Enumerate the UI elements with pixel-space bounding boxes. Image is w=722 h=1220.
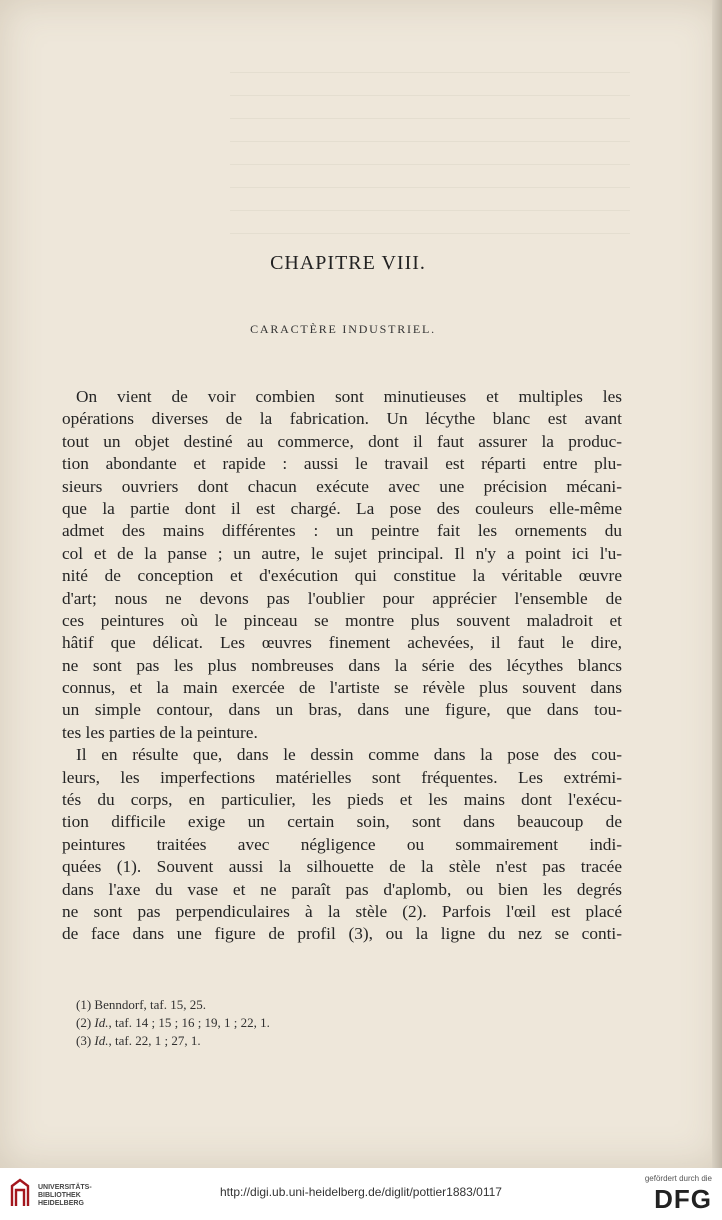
text-line: ne sont pas perpendiculaires à la stèle (2). Parfois l'œil est placé — [62, 901, 622, 921]
text-line: peintures traitées avec négligence ou sommairement indi- — [62, 834, 622, 854]
text-line: sieurs ouvriers dont chacun exécute avec une précision mécani- — [62, 476, 622, 496]
footnotes — [76, 996, 376, 1051]
dfg-logo[interactable]: DFG — [654, 1184, 712, 1214]
footnote-ref: Benndorf — [94, 997, 144, 1012]
text-line: tion abondante et rapide : aussi le travail est réparti entre plu- — [62, 454, 622, 474]
text-line: d'art; nous ne devons pas l'oublier pour apprécier l'ensemble de — [62, 588, 622, 608]
footnote-number: (1) — [76, 997, 92, 1012]
text-line: tes les parties de la peinture. — [62, 722, 258, 742]
permalink-url[interactable]: http://digi.ub.uni-heidelberg.de/diglit/pottier1883/0117 — [220, 1185, 502, 1199]
footnote-number: (3) — [76, 1033, 92, 1049]
footnote — [76, 1032, 376, 1050]
text-line: nité de conception et d'exécution qui constitue la véritable œuvre — [62, 566, 622, 586]
chapter-subtitle: CARACTÈRE INDUSTRIEL. — [250, 322, 436, 336]
text-line: de face dans une figure de profil (3), ou la ligne du nez se conti- — [62, 924, 622, 944]
text-line: Il en résulte que, dans le dessin comme dans la pose des cou- — [76, 745, 622, 765]
text-line: un simple contour, dans un bras, dans une figure, que dans tou- — [62, 700, 622, 720]
text-line: col et de la panse ; un autre, le sujet principal. Il n'y a point ici l'u- — [62, 543, 622, 563]
text-line: connus, et la main exercée de l'artiste se révèle plus souvent dans — [62, 678, 622, 698]
text-line: ces peintures où le pinceau se montre plus souvent maladroit et — [62, 610, 622, 630]
footnote-number: (2) — [76, 1015, 92, 1031]
footnote — [76, 1014, 376, 1032]
text-line: dans l'axe du vase et ne paraît pas d'aplomb, ou bien les degrés — [62, 879, 622, 899]
text-line: tés du corps, en particulier, les pieds et les mains dont l'exécu- — [62, 790, 622, 810]
page-edge — [712, 0, 722, 1168]
text-line: hâtif que délicat. Les œuvres finement achevées, il faut le dire, — [62, 633, 622, 653]
footnote-ref: Id. — [94, 1015, 109, 1031]
text-line: ne sont pas les plus nombreuses dans la série des lécythes blancs — [62, 655, 622, 675]
footnote-text: , taf. 22, 1 ; 27, 1. — [108, 1033, 201, 1049]
text-line: opérations diverses de la fabrication. Un lécythe blanc est avant — [62, 409, 622, 429]
chapter-title: CHAPITRE VIII. — [270, 252, 426, 274]
text-line: On vient de voir combien sont minutieuses et multiples les — [76, 387, 622, 406]
text-line: tion difficile exige un certain soin, sont dans beaucoup de — [62, 812, 622, 832]
text-line: que la partie dont il est chargé. La pose des couleurs elle-même — [62, 498, 622, 518]
text-line: admet des mains différentes : un peintre fait les ornements du — [62, 521, 622, 541]
body-text — [62, 386, 622, 946]
text-line: quées (1). Souvent aussi la silhouette de la stèle n'est pas tracée — [62, 857, 622, 877]
footnote-text: , taf. 14 ; 15 ; 16 ; 19, 1 ; 22, 1. — [108, 1015, 270, 1031]
footnote-text: , taf. 15, 25. — [143, 997, 206, 1012]
footnote — [76, 996, 376, 1014]
library-name: UNIVERSITÄTS- BIBLIOTHEK HEIDELBERG — [38, 1184, 92, 1207]
text-line: leurs, les imperfections matérielles sont fréquentes. Les extrémi- — [62, 767, 622, 787]
text-line: tout un objet destiné au commerce, dont il faut assurer la produc- — [62, 431, 622, 451]
footnote-ref: Id. — [94, 1033, 109, 1049]
funding-credit: gefördert durch die — [644, 1174, 712, 1183]
footer-bar — [0, 1168, 722, 1220]
show-through — [230, 50, 630, 350]
